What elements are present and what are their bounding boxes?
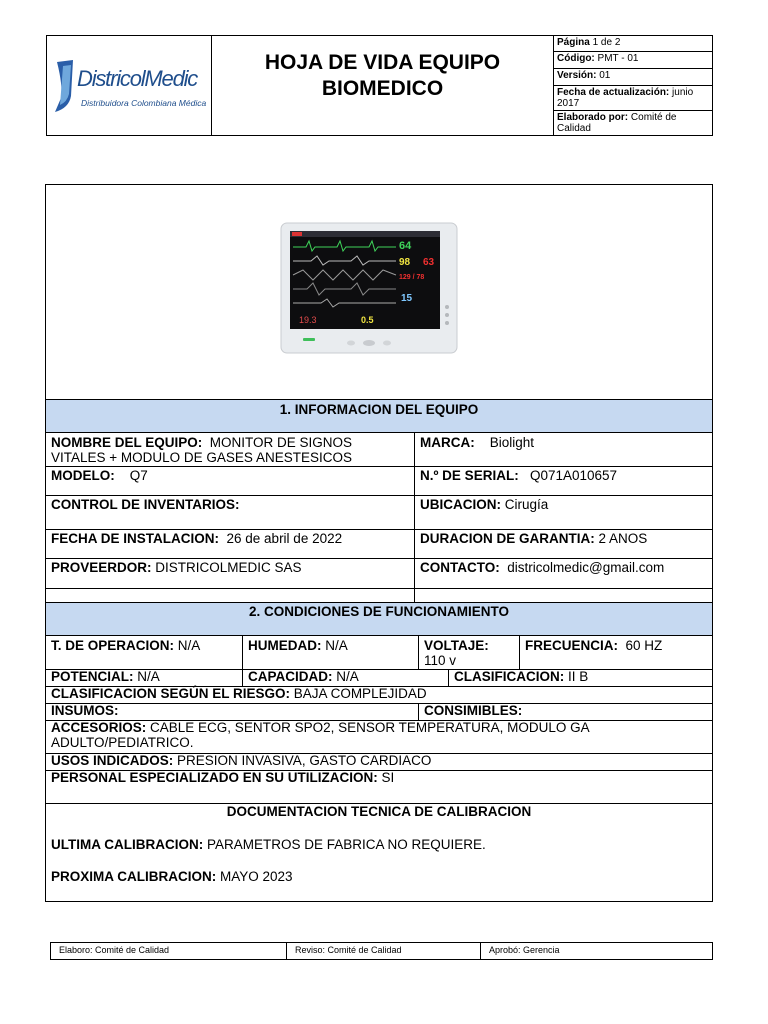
logo-text: DistricolMedic bbox=[77, 66, 198, 91]
field-supplies: INSUMOS: bbox=[51, 703, 119, 718]
reading-nibp: 129 / 78 bbox=[399, 274, 425, 281]
company-logo bbox=[47, 36, 212, 135]
footer-reviewed-by: Reviso: Comité de Calidad bbox=[286, 943, 480, 959]
field-indicated-uses: USOS INDICADOS: PRESION INVASIVA, GASTO CARDIACO bbox=[51, 753, 432, 768]
field-contact: CONTACTO: districolmedic@gmail.com bbox=[414, 558, 712, 588]
field-serial: N.º DE SERIAL: Q071A010657 bbox=[414, 466, 712, 495]
field-inventory: CONTROL DE INVENTARIOS: bbox=[51, 497, 240, 512]
field-capacity: CAPACIDAD: N/A bbox=[242, 669, 448, 686]
field-accessories: ACCESORIOS: CABLE ECG, SENTOR SPO2, SENSOR TEMPERATURA, MODULO GA ADULTO/PEDIATRICO. bbox=[51, 720, 589, 750]
field-brand: MARCA: Biolight bbox=[414, 433, 712, 466]
field-classification: CLASIFICACION: II B bbox=[448, 669, 712, 686]
footer-approved-by: Aprobó: Gerencia bbox=[480, 943, 712, 959]
field-install-date: FECHA DE INSTALACION: 26 de abril de 2022 bbox=[51, 531, 343, 546]
field-last-calibration: ULTIMA CALIBRACION: PARAMETROS DE FABRICA NO REQUIERE. bbox=[51, 837, 486, 852]
meta-page: Página 1 de 2 bbox=[554, 36, 713, 52]
reading-hr: 64 bbox=[399, 240, 412, 252]
equipment-photo bbox=[251, 215, 501, 355]
reading-pr: 63 bbox=[423, 257, 435, 268]
field-location: UBICACION: Cirugía bbox=[414, 495, 712, 529]
meta-code: Código: PMT - 01 bbox=[554, 52, 713, 69]
patient-monitor-image bbox=[251, 215, 501, 355]
field-supplier: PROVEERDOR: DISTRICOLMEDIC SAS bbox=[51, 560, 302, 575]
field-risk-class: CLASIFICACION SEGÚN EL RIESGO: BAJA COMPLEJIDAD bbox=[51, 686, 427, 701]
calibration-title: DOCUMENTACION TECNICA DE CALIBRACION bbox=[226, 804, 532, 819]
meta-version: Versión: 01 bbox=[554, 69, 713, 86]
section-2-header: 2. CONDICIONES DE FUNCIONAMIENTO bbox=[46, 602, 712, 636]
document-header bbox=[46, 35, 713, 136]
footer-prepared-by: Elaboro: Comité de Calidad bbox=[59, 945, 170, 955]
equipment-form bbox=[45, 184, 713, 902]
section-1-header: 1. INFORMACION DEL EQUIPO bbox=[46, 399, 712, 433]
field-potential: POTENCIAL: N/A bbox=[51, 669, 160, 684]
field-equipment-name: NOMBRE DEL EQUIPO: MONITOR DE SIGNOS VITALES + MODULO DE GASES ANESTESICOS bbox=[51, 435, 353, 465]
reading-spo2: 98 bbox=[399, 257, 411, 268]
reading-temp: 19.3 bbox=[299, 315, 317, 325]
field-warranty: DURACION DE GARANTIA: 2 ANOS bbox=[414, 529, 712, 558]
field-humidity: HUMEDAD: N/A bbox=[242, 636, 418, 669]
header-meta-table bbox=[553, 36, 712, 135]
reading-resp: 15 bbox=[401, 293, 413, 304]
document-title bbox=[212, 36, 553, 135]
field-next-calibration: PROXIMA CALIBRACION: MAYO 2023 bbox=[51, 869, 293, 884]
reading-gas: 0.5 bbox=[361, 315, 374, 325]
field-voltage: VOLTAJE: 110 v bbox=[418, 636, 519, 669]
meta-author: Elaborado por: Comité de Calidad bbox=[557, 112, 677, 134]
field-frequency: FRECUENCIA: 60 HZ bbox=[519, 636, 712, 669]
title-line-1: HOJA DE VIDA EQUIPO bbox=[264, 51, 501, 74]
meta-update-date: Fecha de actualización: junio 2017 bbox=[554, 86, 713, 111]
field-model: MODELO: Q7 bbox=[51, 468, 148, 483]
title-line-2: BIOMEDICO bbox=[321, 77, 444, 100]
field-operating-temp: T. DE OPERACION: N/A bbox=[51, 638, 201, 653]
field-consumables: CONSIMIBLES: bbox=[418, 703, 712, 720]
logo-subtitle: Distribuidora Colombiana Médica bbox=[81, 98, 207, 108]
field-specialized-staff: PERSONAL ESPECIALIZADO EN SU UTILIZACION: SI bbox=[51, 770, 395, 785]
approval-footer bbox=[50, 942, 713, 960]
